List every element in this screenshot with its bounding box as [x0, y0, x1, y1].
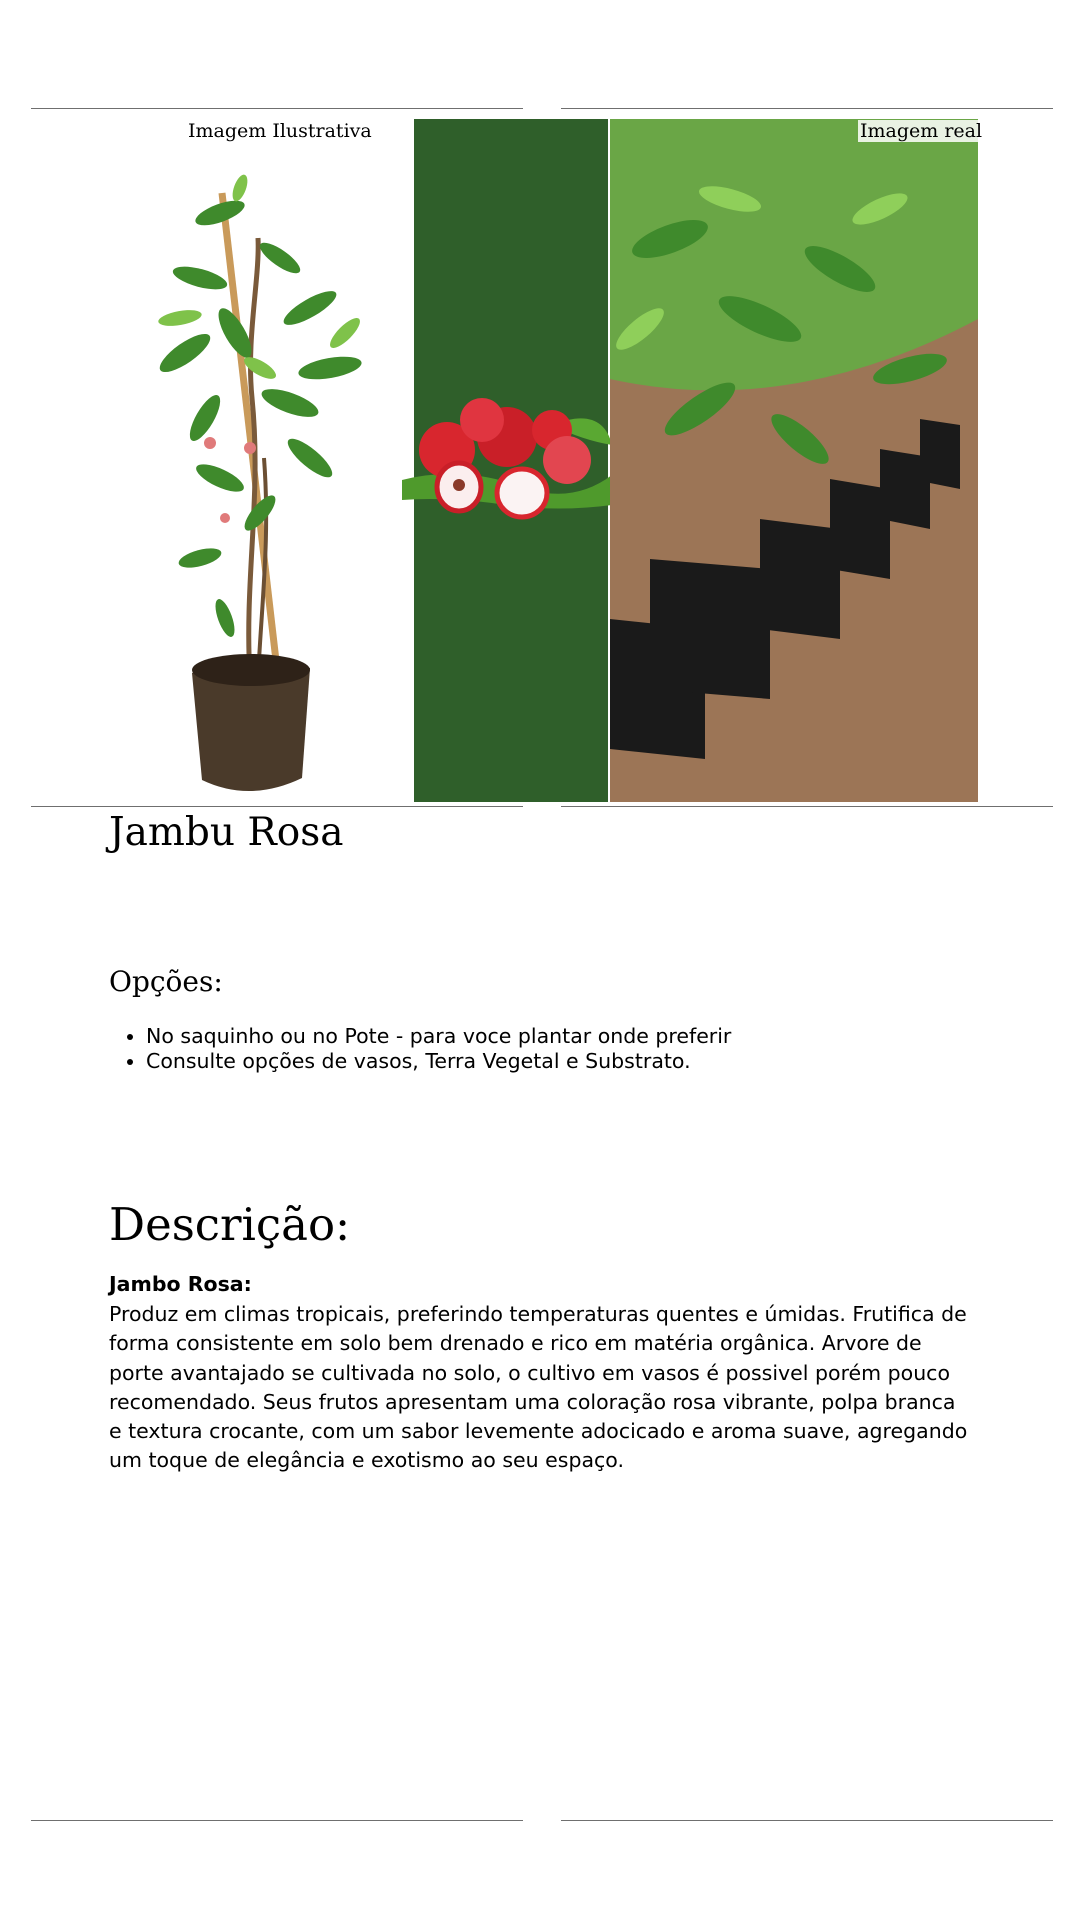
divider-mid-right: [561, 806, 1053, 807]
description-subheading: Jambo Rosa:: [109, 1272, 252, 1296]
real-image-caption: Imagem real: [860, 120, 983, 142]
illustrative-image-caption: Imagem Ilustrativa: [188, 120, 372, 142]
options-list-item: • No saquinho ou no Pote - para voce plantar onde preferir: [146, 1024, 731, 1049]
divider-top-right: [561, 108, 1053, 109]
description-text: Produz em climas tropicais, preferindo temperaturas quentes e úmidas. Frutifica de forma consistente em solo bem drenado e rico em matéria orgânica. Arvore de porte avantajado se cultivada no solo, o cultivo em vasos é possivel porém pouco recomendado. Seus frutos apresentam uma coloração rosa vibrante, polpa branca e textura crocante, com um sabor levemente adocicado e aroma suave, agregando um toque de elegância e exotismo ao seu espaço.: [109, 1302, 968, 1473]
divider-mid-left: [31, 806, 523, 807]
options-list: [109, 1024, 731, 1074]
real-nursery-photo: [610, 119, 978, 802]
divider-top-left: [31, 108, 523, 109]
rose-apple-fruit-image: [402, 395, 612, 520]
product-title: Jambu Rosa: [109, 810, 344, 855]
options-heading: Opções:: [109, 965, 223, 998]
divider-bottom-right: [561, 1820, 1053, 1821]
illustrative-plant-image: [140, 118, 410, 802]
options-list-item: • Consulte opções de vasos, Terra Vegetal e Substrato.: [146, 1049, 731, 1074]
divider-bottom-left: [31, 1820, 523, 1821]
description-heading: Descrição:: [109, 1198, 351, 1251]
